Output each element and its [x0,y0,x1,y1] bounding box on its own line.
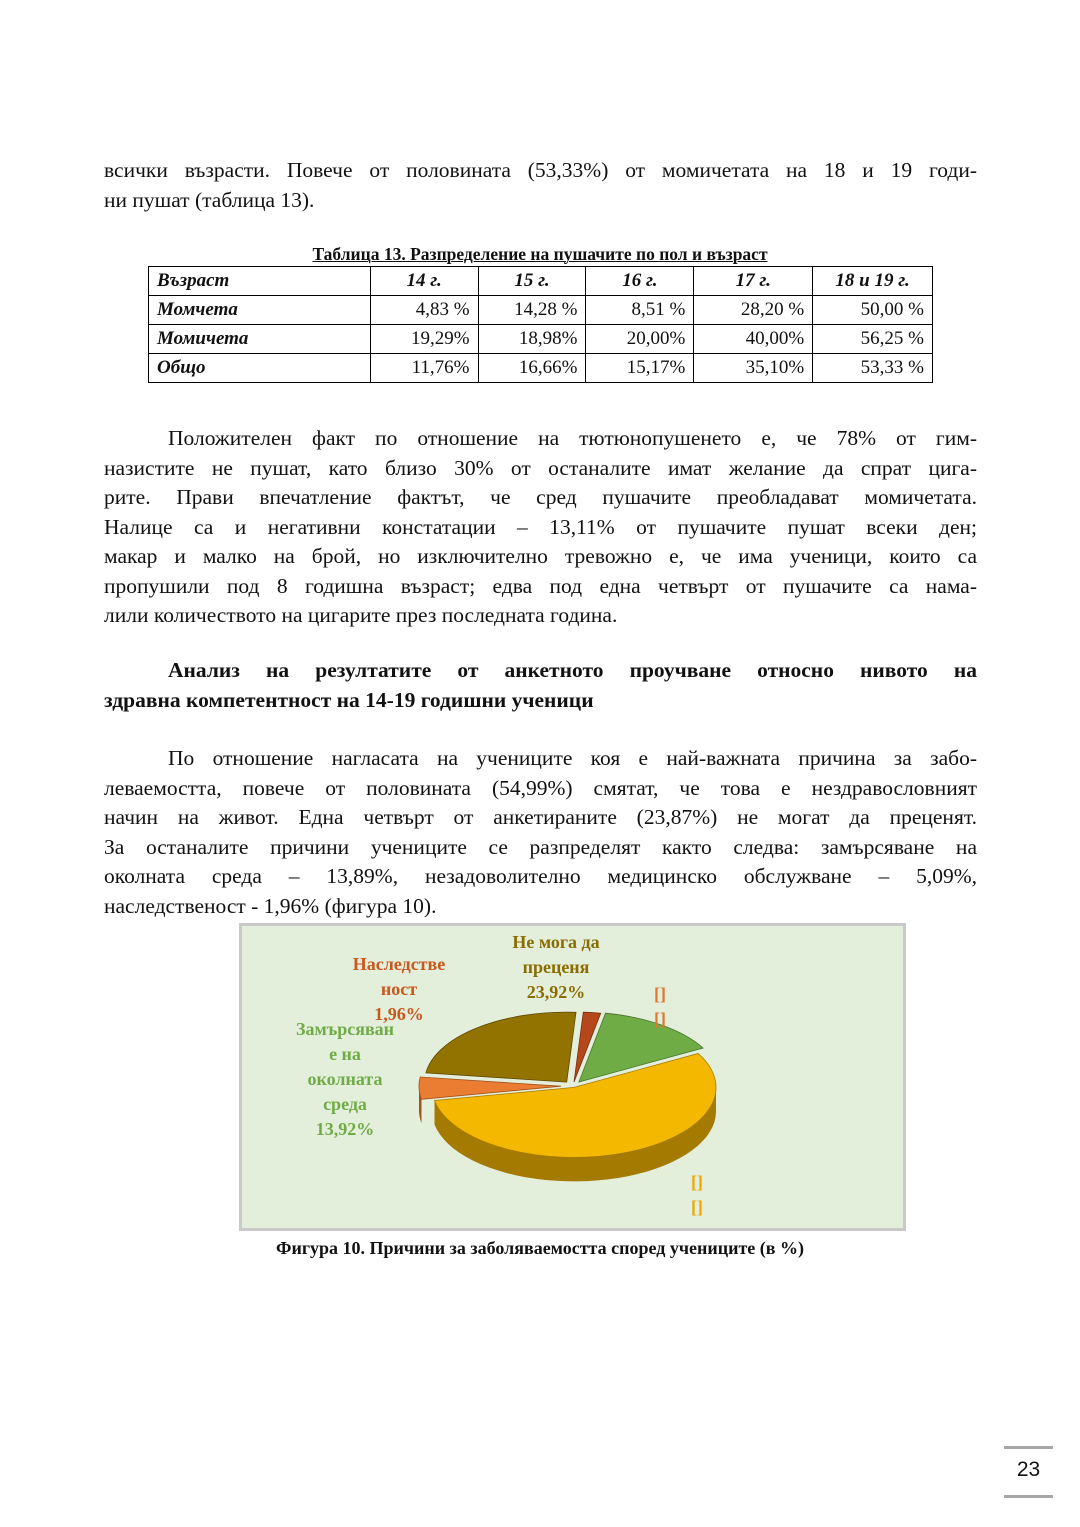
page-number: 23 [1016,1458,1041,1481]
table-cell: 18,98% [478,325,586,354]
table-cell: 11,76% [370,354,478,383]
pie-slice-label: Не мога да преценя 23,92% [512,932,600,1002]
table-cell: 53,33 % [813,354,933,383]
table-row [149,325,933,354]
table-cell: 19,29% [370,325,478,354]
heading-line: здравна компетентност на 14-19 годишни ученици [104,687,594,712]
table-cell: 56,25 % [813,325,933,354]
paragraph-line: начин на живот. Една четвърт от анкетираните (23,87%) не могат да преценят. [104,805,977,829]
row-label: Момичета [149,325,371,354]
table-cell: 4,83 % [370,296,478,325]
pie-slice-label: Наследстве ност 1,96% [352,954,446,1024]
analysis-paragraph [104,744,977,921]
header-16: 16 г. [586,267,694,296]
pie-slice-label: [] [] [691,1172,703,1217]
header-15: 15 г. [478,267,586,296]
table-cell: 20,00% [586,325,694,354]
paragraph-line: рите. Прави впечатление фактът, че сред пушачите преобладават момичетата. [104,485,977,509]
row-label: Общо [149,354,371,383]
paragraph-line: Положителен факт по отношение на тютюнопушенето е, че 78% от гим- [168,426,977,450]
table-cell: 35,10% [694,354,813,383]
heading-line: Анализ на резултатите от анкетното проучване относно нивото на [168,658,977,682]
figure-caption: Фигура 10. Причини за заболяваемостта според учениците (в %) [275,1238,804,1258]
table-row [149,296,933,325]
pie-slice-label: [] [] [654,984,666,1029]
intro-paragraph [104,156,977,215]
table-cell: 16,66% [478,354,586,383]
table-cell: 50,00 % [813,296,933,325]
table-row [149,354,933,383]
paragraph-line: За останалите причини учениците се разпределят както следва: замърсяване на [104,834,977,859]
paragraph-line: леваемостта, повече от половината (54,99%) смятат, че това е нездравословният [104,775,977,800]
paragraph-line: наследственост - 1,96% (фигура 10). [104,893,437,918]
paragraph-line: околната среда – 13,89%, незадоволително медицинско обслужване – 5,09%, [104,864,977,888]
page-number-box [1004,1446,1053,1498]
header-age: Възраст [149,267,371,296]
table-header-row [149,267,933,296]
table-cell: 28,20 % [694,296,813,325]
table-cell: 14,28 % [478,296,586,325]
paragraph-line: лили количеството на цигарите през последната година. [104,603,618,627]
table-caption: Таблица 13. Разпределение на пушачите по пол и възраст [312,244,768,264]
paragraph-line: назистите не пушат, като близо 30% от останалите имат желание да спрат цига- [104,455,977,480]
paragraph-line: пропушили под 8 годишна възраст; едва под една четвърт от пушачите са нама- [104,573,977,598]
pie-slice-label: Замърсяван е на околната среда 13,92% [295,1019,395,1139]
header-17: 17 г. [694,267,813,296]
smokers-table [148,266,933,383]
pie-chart [239,923,906,1231]
header-18-19: 18 и 19 г. [813,267,933,296]
intro-line: ни пушат (таблица 13). [104,187,315,212]
row-label: Момчета [149,296,371,325]
paragraph-line: макар и малко на брой, но изключително тревожно е, че има ученици, които са [104,544,977,568]
section-heading [104,656,977,715]
paragraph-line: Налице са и негативни констатации – 13,11% от пушачите пушат всеки ден; [104,514,977,539]
header-14: 14 г. [370,267,478,296]
paragraph-line: По отношение нагласата на учениците коя е най-важната причина за забо- [168,746,977,770]
pie-slices [419,1012,716,1181]
pie-chart-svg [242,926,903,1228]
pie-slice [426,1012,576,1082]
positive-paragraph [104,424,977,631]
intro-line: всички възрасти. Повече от половината (53,33%) от момичетата на 18 и 19 годи- [104,158,977,182]
table-cell: 15,17% [586,354,694,383]
table-cell: 40,00% [694,325,813,354]
table-cell: 8,51 % [586,296,694,325]
